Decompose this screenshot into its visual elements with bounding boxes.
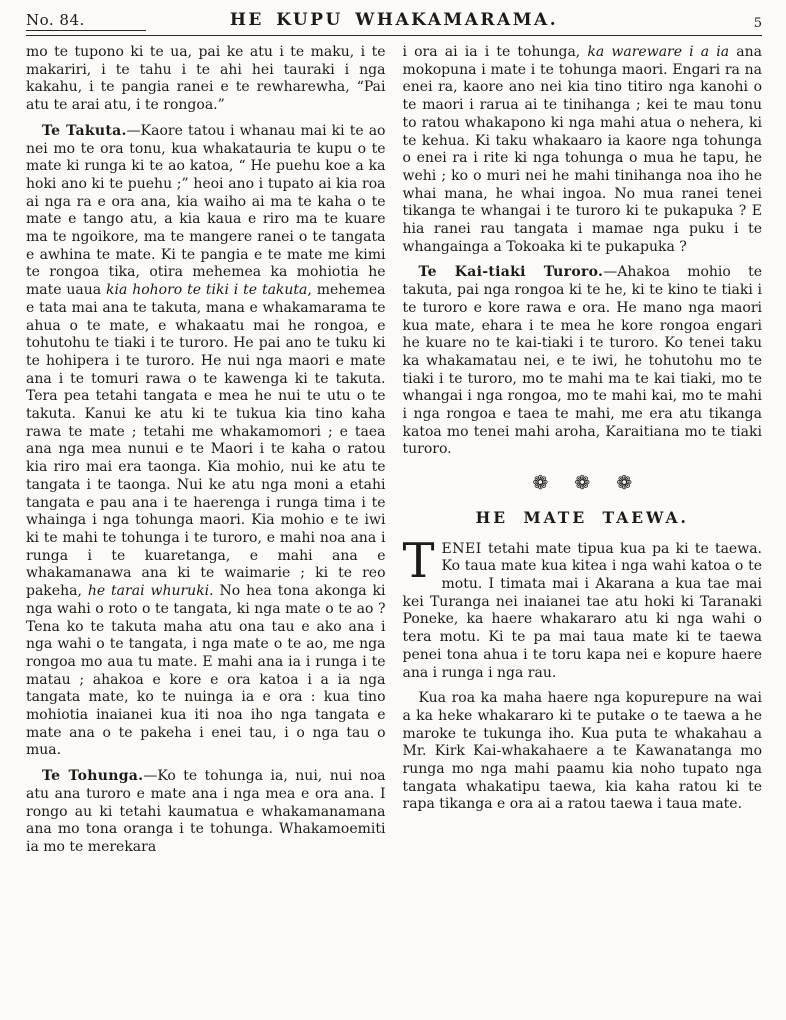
paragraph-kai-tiaki-turoro [403,264,763,459]
paragraph-kua-roa [403,690,763,814]
lead-caps: ENEI [441,540,482,557]
paragraph-te-tohunga [26,768,386,857]
italic-phrase: kia hohoro te tiki i te takuta [106,282,308,299]
body-text: —Ko te tohunga ia, nui, nui noa atu ana turoro e mate ana i nga mea e ora ana. I rongo au ki tetahi kaumatua e whakamanamana ana mo tona oranga i te tohunga. Whakamoemiti ia mo te merekara [26,768,386,855]
paragraph-continuation [403,44,763,256]
italic-phrase: ka wareware i a ia [587,44,730,60]
body-text: tetahi mate tipua kua pa ki te taewa. Ko taua mate kua kitea i nga wahi katoa o te motu. I timata mai i Akarana a kua tae mai kei Turanga nei inaianei tae atu hoki ki Taranaki Poneke, ka haere whakararo atu ki nga wahi o tera motu. Ki te pa mai taua mate ki te taewa penei tona ahua i te toru kapa nei e kopure haere ana i runga i nga rau. [402,540,762,681]
body-text: i ora ai ia i te tohunga, [402,44,588,60]
body-text: , mehemea e tata mai ana te takuta, mana e whakamarama te ahua o te mate, e whakaatu mai he rongoa, e tohutohu te tiaki i te turoro. He pai ano te tuku ki te hohipera i te turoro. He nui nga maori e mate ana i te tomuri rawa o te kawenga ki te takuta. Tera pea tetahi tangata e mea he nui te utu o te takuta. Kanui ke atu ki te tukua kia tino kaha rawa te mate ; tetahi me whakamomori ; e taea ana nga mea nunui e te Maori i te kaha o ratou kia riro mai era taonga. Kia mohio, nui ke atu te tangata i te taonga. Nui ke atu nga moni a etahi tangata e pau ana i te haerenga i runga tima i te whainga i nga tohunga maori. Kia mohio e te iwi ki te mahi te tohunga i te turoro, e mahi noa ana i runga i te kuaretanga, e mahi ana e whakamanawa ana ki te waimarie ; ki te reo pakeha, [26,282,386,600]
issue-number: No. 84. [26,11,146,31]
rosette-icon: ❁ [532,472,549,495]
italic-phrase: he tarai whuruki. [87,583,214,600]
paragraph-lead: Te Tohunga. [42,768,144,785]
paragraph-te-takuta [26,123,386,760]
body-text: —Ahakoa mohio te takuta, pai nga rongoa ki te he, ki te kino te tiaki i te turoro e kore rawa e ora. He mano nga maori kua mate, ehara i te mea he kore rongoa engari he kuare no te kai-tiaki i te turoro. Ko tenei taku ka whakamatau nei, e te iwi, he tohutohu mo te tiaki i te turoro, mo te mahi ma te kai tiaki, mo te whangai i nga rongoa, mo te mahi kai, mo te mahi i nga rongoa e taea te mahi, me era atu tikanga katoa mo tenei mahi aroha, Karaitiana mo te tiaki turoro. [402,264,762,458]
body-text: No hea tona akonga ki nga wahi o roto o te tangata, ki nga mate o te ao ? Tena ko te takuta maha atu ona tau e ako ana i nga wahi o te tangata, i nga mate o te ao, me nga rongoa mo aua tu mate. E mahi ana ia i runga i te matau ; ahakoa e kore e ora katoa i a ia nga tangata mate, ko te nuinga ia e ora : kua tino mohiotia inaianei kua iti noa iho nga tangata e mate ana o te pakeha i enei tau, i o nga tau o mua. [26,583,386,759]
paragraph-he-mate-taewa [402,532,763,683]
section-heading: HE MATE TAEWA. [475,507,689,527]
paragraph-lead: Te Takuta. [42,122,127,139]
section-divider [403,472,763,495]
text-columns [26,44,762,865]
rosette-icon: ❁ [616,472,633,495]
page-header [26,10,762,36]
left-column [26,44,386,865]
body-text: —Kaore tatou i whanau mai ki te ao nei mo te ora tonu, kua whakatauria te kupu o te mate ki runga ki te ao katoa, “ He puehu koe a ka hoki ano ki te puehu ;” heoi ano i tupato ai kia roa ai nga ra e ora ana, kia waiho ai ma te kaha o te mate e tango atu, a kia kaua e riro ma te kuare ma te ngoikore, ma te mangere ranei o te tangata e awhina te mate. Ki te pangia e te mate me kimi te rongoa tika, otira mehemea ka mohiotia he mate uaua [26,122,386,299]
drop-cap: T [402,532,435,589]
body-text: Kua roa ka maha haere nga kopurepure na wai a ka heke whakararo ki te putake o te taewa a he maroke te tukunga iho. Kua puta te whakahau a Mr. Kirk Kai-whakahaere a te Kawanatanga mo runga mo nga mahi paamu kia noho tupato nga tangata whakatipu taewa, kia kaha ratou ki te rapa tikanga e ora ai a ratou taewa i taua mate. [402,690,762,813]
paragraph-lead: Te Kai-tiaki Turoro. [418,264,604,281]
header-row [26,10,762,31]
masthead-title: HE KUPU WHAKAMARAMA. [229,10,559,30]
body-text: ana mokopuna i mate i te tohunga maori. Engari ra na enei ra, kaore ano nei kia tino titiro nga kanohi o te maori i rarua ai te tinihanga ; kei te mau tonu to ratou whakapono ki nga mahi atua o nehera, ki te kehua. Ki taku whakaaro ia kaore nga tohunga o enei ra i rite ki nga tohunga o mua he tapu, he wehi ; ko o muri nei he mahi tinihanga noa iho he whai mana, he whai ingoa. No mua ranei tenei tikanga te whangai i te turoro ki te pukapuka ? E hia ranei rau tangata i mamae nga puku i te whangainga a Tokoaka ki te pukapuka ? [402,44,762,255]
rosette-icon: ❁ [574,472,591,495]
page-number: 5 [753,16,762,31]
body-text: mo te tupono ki te ua, pai ke atu i te maku, i te makariri, i te tahu i te ahi hei tauraki i nga kakahu, i te pangia ranei e te rewharewha, “Pai atu te arai atu, i te rongoa.” [26,44,386,114]
right-column [403,44,763,865]
paragraph-continuation [26,44,386,115]
